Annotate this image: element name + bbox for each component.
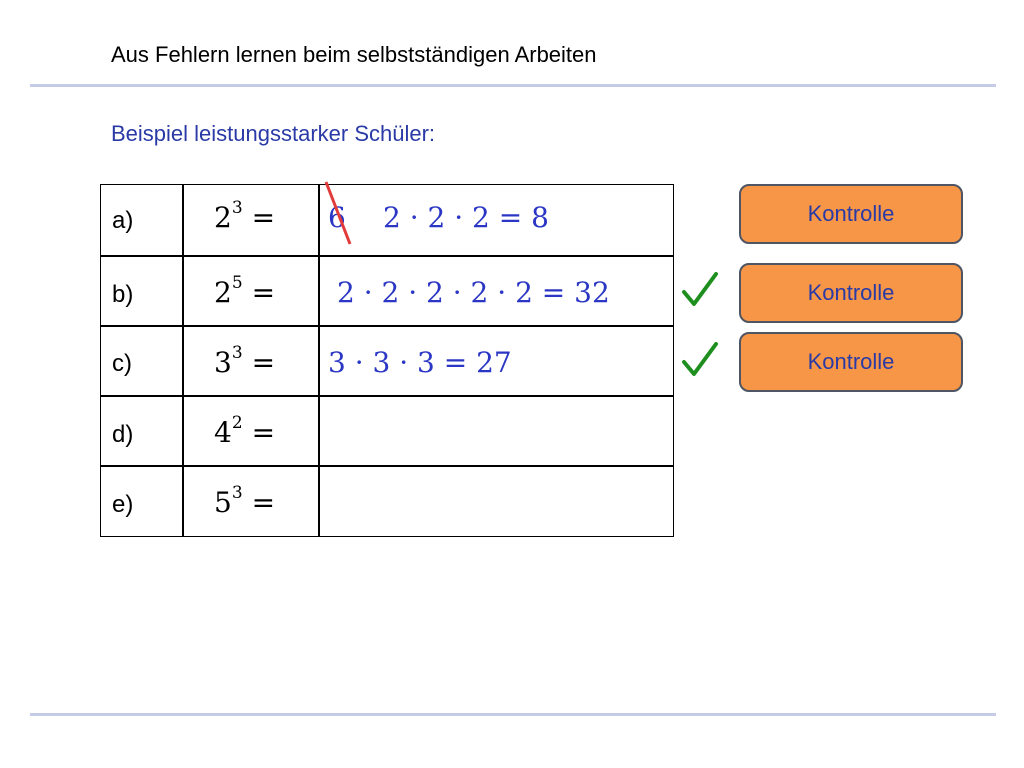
power-exponent: 2	[231, 412, 243, 433]
corrected-answer: 2 · 2 · 2 = 8	[383, 201, 549, 234]
power-expression	[214, 342, 276, 379]
strike-through-icon	[320, 180, 360, 250]
power-expression	[214, 412, 276, 449]
power-exponent: 3	[231, 342, 243, 363]
power-exponent: 3	[231, 197, 243, 218]
row-label: e)	[112, 491, 134, 518]
power-exponent: 5	[231, 272, 243, 293]
power-expression	[214, 272, 276, 309]
slide-title: Aus Fehlern lernen beim selbstständigen Arbeiten	[111, 42, 597, 67]
equals-sign: =	[251, 346, 276, 379]
column-divider	[182, 185, 184, 536]
power-expression	[214, 197, 276, 234]
kontrolle-button[interactable]: Kontrolle	[739, 184, 963, 244]
top-divider	[30, 84, 996, 87]
equals-sign: =	[251, 416, 276, 449]
row-label: a)	[112, 207, 134, 234]
power-base: 3	[214, 346, 232, 379]
power-exponent: 3	[231, 482, 243, 503]
row-label: c)	[112, 350, 132, 377]
power-expression	[214, 482, 276, 519]
equals-sign: =	[251, 276, 276, 309]
row-label: b)	[112, 281, 134, 308]
answer-cell[interactable]	[320, 396, 670, 464]
power-base: 2	[214, 201, 232, 234]
check-mark-icon	[680, 272, 720, 308]
check-mark-icon	[680, 342, 720, 378]
student-answer: 2 · 2 · 2 · 2 · 2 = 32	[337, 276, 610, 309]
equals-sign: =	[251, 486, 276, 519]
student-answer: 3 · 3 · 3 = 27	[328, 346, 512, 379]
wrong-answer: 6	[328, 201, 346, 234]
equals-sign: =	[251, 201, 276, 234]
row-divider	[101, 325, 673, 327]
kontrolle-button[interactable]: Kontrolle	[739, 263, 963, 323]
power-base: 2	[214, 276, 232, 309]
power-base: 5	[214, 486, 232, 519]
power-base: 4	[214, 416, 232, 449]
row-label: d)	[112, 421, 134, 448]
bottom-divider	[30, 713, 996, 716]
answer-cell[interactable]	[320, 466, 670, 534]
slide-subtitle: Beispiel leistungsstarker Schüler:	[111, 121, 436, 146]
row-divider	[101, 255, 673, 257]
kontrolle-button[interactable]: Kontrolle	[739, 332, 963, 392]
